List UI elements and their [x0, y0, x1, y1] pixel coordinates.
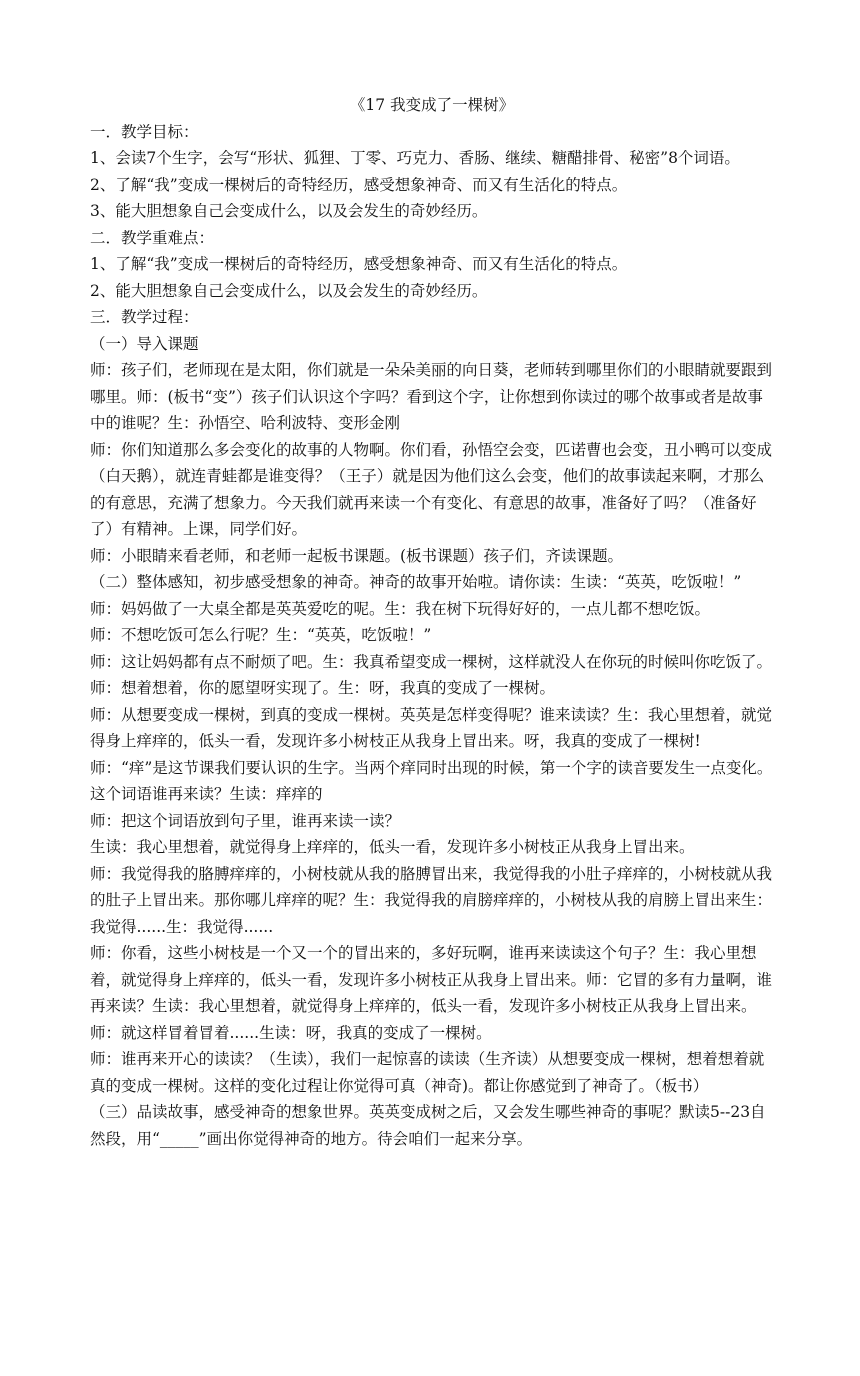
paragraph: 1、了解“我”变成一棵树后的奇特经历，感受想象神奇、而又有生活化的特点。: [90, 255, 628, 273]
paragraph: 三．教学过程：: [90, 308, 199, 326]
paragraph: 师：妈妈做了一大桌全都是英英爱吃的呢。生：我在树下玩得好好的，一点儿都不想吃饭。: [90, 599, 711, 618]
paragraph: 二．教学重难点：: [90, 228, 215, 247]
paragraph: 一．教学目标：: [90, 122, 199, 141]
paragraph: 生读：我心里想着，就觉得身上痒痒的，低头一看，发现许多小树枝正从我身上冒出来。: [90, 838, 695, 856]
paragraph: 1、会读7个生字，会写“形状、狐狸、丁零、巧克力、香肠、继续、糖醋排骨、秘密”8个词语。: [90, 149, 740, 167]
document-body: [90, 92, 774, 1152]
paragraph: 师：不想吃饭可怎么行呢？生：“英英，吃饭啦！”: [90, 626, 432, 644]
paragraph: （一）导入课题: [90, 334, 199, 353]
paragraph: （三）品读故事，感受神奇的想象世界。英英变成树之后，又会发生哪些神奇的事呢？默读5--23自然段，用“_____”画出你觉得神奇的地方。待会咱们一起来分享。: [90, 1103, 766, 1148]
paragraph: 师：“痒”是这节课我们要认识的生字。当两个痒同时出现的时候，第一个字的读音要发生一点变化。这个词语谁再来读？生读：痒痒的: [90, 758, 773, 803]
paragraph: 师：谁再来开心的读读？（生读），我们一起惊喜的读读（生齐读）从想要变成一棵树，想着想着就真的变成一棵树。这样的变化过程让你觉得可真（神奇)。都让你感觉到了神奇了。（板书）: [90, 1050, 765, 1095]
paragraph: 师：把这个词语放到句子里，谁再来读一读？: [90, 811, 401, 830]
paragraph: 师：想着想着，你的愿望呀实现了。生：呀，我真的变成了一棵树。: [90, 679, 556, 697]
paragraph: 师：小眼睛来看老师，和老师一起板书课题。(板书课题）孩子们，齐读课题。: [90, 546, 624, 565]
paragraph: 师：这让妈妈都有点不耐烦了吧。生：我真希望变成一棵树，这样就没人在你玩的时候叫你吃饭了。: [90, 652, 773, 671]
paragraph: 2、了解“我”变成一棵树后的奇特经历，感受想象神奇、而又有生活化的特点。: [90, 175, 628, 194]
paragraph: 师：从想要变成一棵树，到真的变成一棵树。英英是怎样变得呢？谁来读读？生：我心里想着，就觉得身上痒痒的，低头一看，发现许多小树枝正从我身上冒出来。呀，我真的变成了一棵树!: [90, 705, 773, 750]
paragraph: 2、能大胆想象自己会变成什么，以及会发生的奇妙经历。: [90, 281, 488, 300]
paragraph: （二）整体感知，初步感受想象的神奇。神奇的故事开始啦。请你读：生读：“英英，吃饭啦！”: [90, 573, 742, 591]
paragraph: 3、能大胆想象自己会变成什么，以及会发生的奇妙经历。: [90, 202, 488, 220]
paragraph: 师：孩子们，老师现在是太阳，你们就是一朵朵美丽的向日葵，老师转到哪里你们的小眼睛就要跟到哪里。师：(板书“变”）孩子们认识这个字吗？看到这个字，让你想到你读过的哪个故事或者是故事中的谁呢？生：孙悟空、哈利波特、变形金刚: [90, 361, 773, 432]
document-title: 《17 我变成了一棵树》: [349, 96, 515, 114]
paragraph: 师：我觉得我的胳膊痒痒的，小树枝就从我的胳膊冒出来，我觉得我的小肚子痒痒的，小树枝就从我的肚子上冒出来。那你哪儿痒痒的呢？生：我觉得我的肩膀痒痒的，小树枝从我的肩膀上冒出来生：我觉得......生：我觉得......: [90, 864, 773, 936]
paragraph: 师：就这样冒着冒着......生读：呀，我真的变成了一棵树。: [90, 1023, 492, 1042]
paragraph: 师：你看，这些小树枝是一个又一个的冒出来的，多好玩啊，谁再来读读这个句子？生：我心里想着，就觉得身上痒痒的，低头一看，发现许多小树枝正从我身上冒出来。师：它冒的多有力量啊，谁再来读？生读：我心里想着，就觉得身上痒痒的，低头一看，发现许多小树枝正从我身上冒出来。: [90, 944, 773, 1015]
paragraph: 师：你们知道那么多会变化的故事的人物啊。你们看，孙悟空会变，匹诺曹也会变，丑小鸭可以变成（白天鹅），就连青蛙都是谁变得？（王子）就是因为他们这么会变，他们的故事读起来啊，才那么的有意思，充满了想象力。今天我们就再来读一个有变化、有意思的故事，准备好了吗？（准备好了）有精神。上课，同学们好。: [90, 440, 773, 538]
